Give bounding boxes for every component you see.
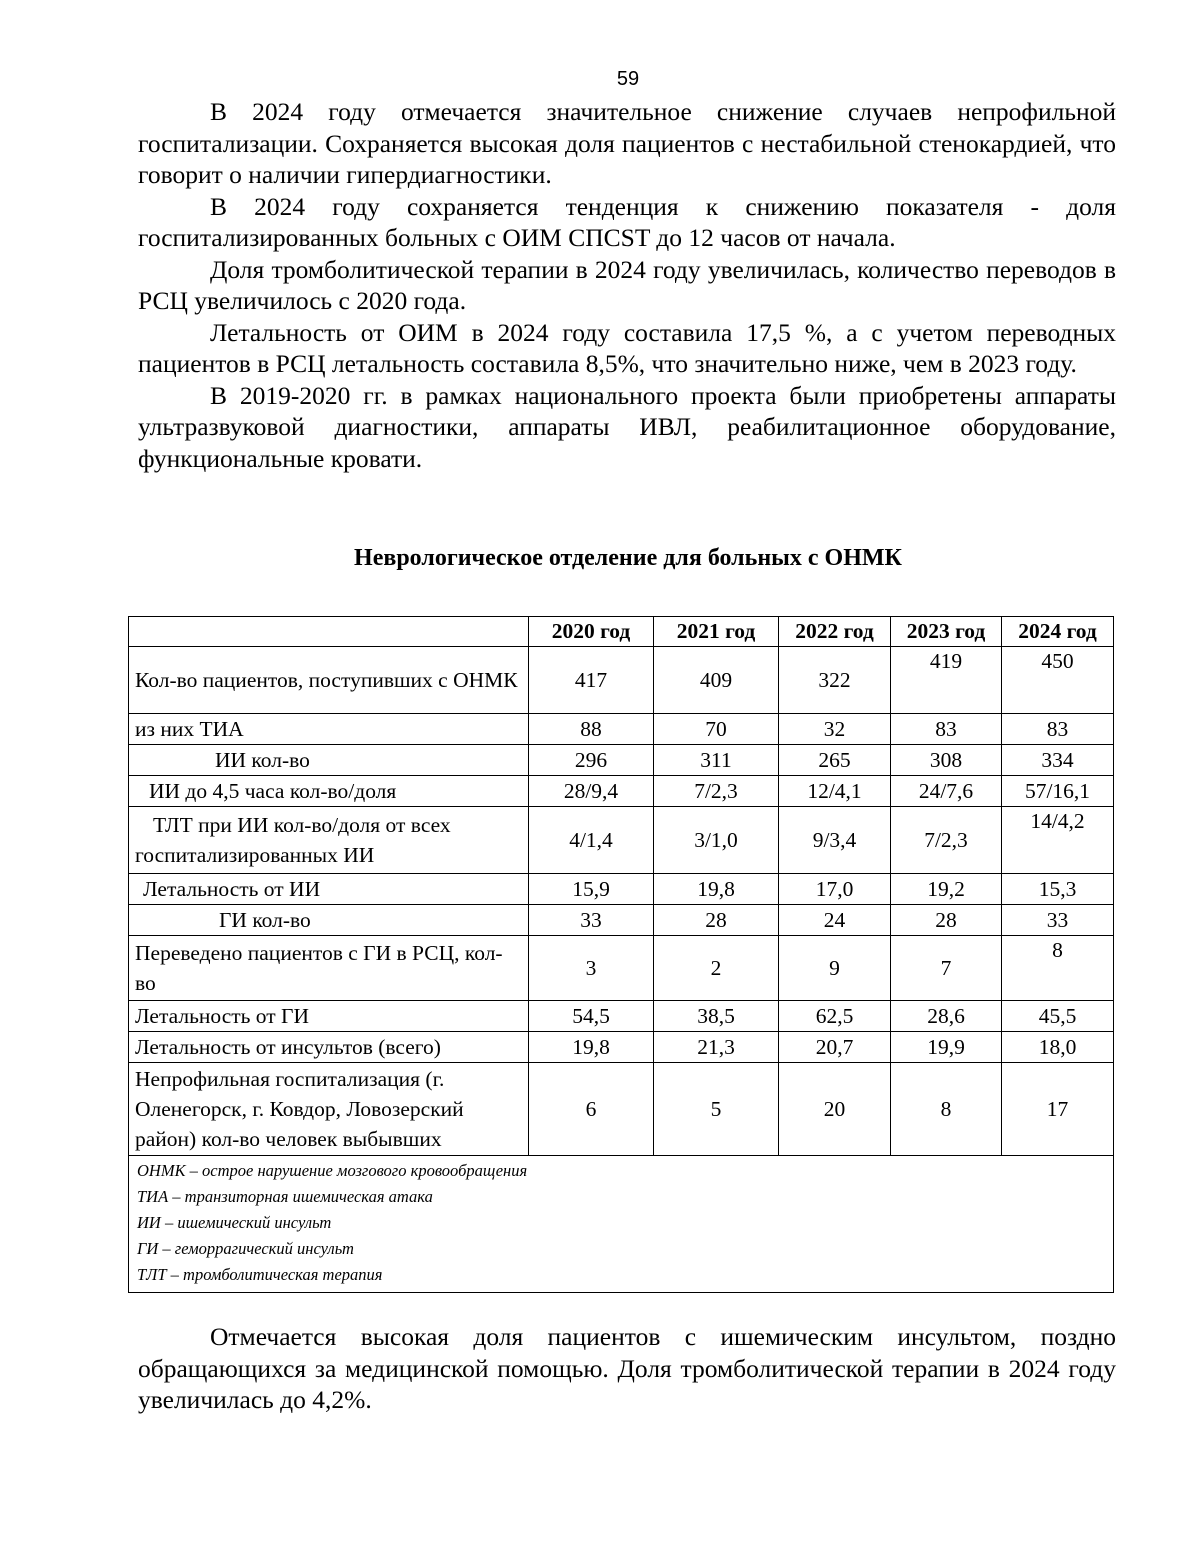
table-cell: 28: [891, 905, 1002, 936]
row-label: Кол-во пациентов, поступивших с ОНМК: [129, 647, 529, 714]
table-cell: 3: [529, 936, 654, 1001]
table-row: [129, 1001, 1114, 1032]
page-number: 59: [616, 68, 640, 90]
table-notes-row: [129, 1156, 1114, 1293]
table-cell: 8: [1002, 936, 1114, 1001]
table-cell: 18,0: [1002, 1032, 1114, 1063]
table-cell: 296: [529, 745, 654, 776]
body-text: [138, 96, 1116, 474]
closing-text: [138, 1321, 1116, 1416]
table-header-year: 2020 год: [529, 617, 654, 647]
table-cell: 19,9: [891, 1032, 1002, 1063]
table-cell: 4/1,4: [529, 807, 654, 874]
note-line: ИИ – ишемический инсульт: [137, 1213, 332, 1232]
row-label: Непрофильная госпитализация (г. Оленегорск, г. Ковдор, Ловозерский район) кол-во человек выбывших: [129, 1063, 529, 1156]
table-row: [129, 905, 1114, 936]
row-label: из них ТИА: [129, 714, 529, 745]
table-cell: 28/9,4: [529, 776, 654, 807]
table-cell: 5: [654, 1063, 779, 1156]
paragraph-3: Доля тромболитической терапии в 2024 году увеличилась, количество переводов в РСЦ увеличилось с 2020 года.: [138, 254, 1116, 315]
table-row: [129, 936, 1114, 1001]
table-cell: 83: [891, 714, 1002, 745]
table-cell: 12/4,1: [779, 776, 891, 807]
table-cell: 20: [779, 1063, 891, 1156]
table-cell: 308: [891, 745, 1002, 776]
table-cell: 409: [654, 647, 779, 714]
closing-paragraph: Отмечается высокая доля пациентов с ишемическим инсультом, поздно обращающихся за медицинской помощью. Доля тромболитической терапии в 2024 году увеличилась до 4,2%.: [138, 1322, 1116, 1414]
table-cell: 7/2,3: [891, 807, 1002, 874]
table-cell: 19,8: [654, 874, 779, 905]
table-row: [129, 1063, 1114, 1156]
paragraph-5: В 2019-2020 гг. в рамках национального проекта были приобретены аппараты ультразвуковой диагностики, аппараты ИВЛ, реабилитационное оборудование, функциональные кровати.: [138, 380, 1116, 473]
table-cell: 19,8: [529, 1032, 654, 1063]
note-line: ГИ – геморрагический инсульт: [137, 1239, 354, 1258]
table-header-year: 2021 год: [654, 617, 779, 647]
table-cell: 33: [529, 905, 654, 936]
table-cell: 28: [654, 905, 779, 936]
table-row: [129, 874, 1114, 905]
table-cell: 83: [1002, 714, 1114, 745]
paragraph-1: В 2024 году отмечается значительное снижение случаев непрофильной госпитализации. Сохраняется высокая доля пациентов с нестабильной стенокардией, что говорит о наличии гипердиагностики.: [138, 97, 1116, 189]
note-line: ТИА – транзиторная ишемическая атака: [137, 1187, 433, 1206]
table-header-year: 2023 год: [891, 617, 1002, 647]
table-cell: 54,5: [529, 1001, 654, 1032]
table-notes: [129, 1156, 1114, 1293]
table-cell: 62,5: [779, 1001, 891, 1032]
table-cell: 38,5: [654, 1001, 779, 1032]
table-cell: 8: [891, 1063, 1002, 1156]
table-cell: 419: [891, 647, 1002, 714]
table-cell: 9: [779, 936, 891, 1001]
table-cell: 9/3,4: [779, 807, 891, 874]
row-label: Летальность от инсультов (всего): [129, 1032, 529, 1063]
row-label: ИИ до 4,5 часа кол-во/доля: [129, 776, 529, 807]
table-cell: 3/1,0: [654, 807, 779, 874]
table-row: [129, 1032, 1114, 1063]
stroke-statistics-table: [128, 616, 1114, 1293]
table-cell: 57/16,1: [1002, 776, 1114, 807]
table-row: [129, 776, 1114, 807]
table-header-year: 2024 год: [1002, 617, 1114, 647]
row-label: [129, 807, 529, 874]
row-label: Переведено пациентов с ГИ в РСЦ, кол-во: [129, 936, 529, 1001]
table-cell: 32: [779, 714, 891, 745]
table-cell: 417: [529, 647, 654, 714]
row-label: ИИ кол-во: [129, 745, 529, 776]
table-cell: 7/2,3: [654, 776, 779, 807]
table-header-row: [129, 617, 1114, 647]
table-cell: 17: [1002, 1063, 1114, 1156]
table-header-empty: [129, 617, 529, 647]
table-cell: 265: [779, 745, 891, 776]
note-line: ОНМК – острое нарушение мозгового кровообращения: [137, 1161, 528, 1180]
table-cell: 311: [654, 745, 779, 776]
table-cell: 14/4,2: [1002, 807, 1114, 874]
table-cell: 33: [1002, 905, 1114, 936]
row-label: ГИ кол-во: [129, 905, 529, 936]
row-label-text: ТЛТ при ИИ кол-во/доля от всех госпитализированных ИИ: [135, 813, 451, 867]
table-cell: 21,3: [654, 1032, 779, 1063]
table-cell: 2: [654, 936, 779, 1001]
table-cell: 450: [1002, 647, 1114, 714]
table-cell: 17,0: [779, 874, 891, 905]
row-label: Летальность от ГИ: [129, 1001, 529, 1032]
table-cell: 7: [891, 936, 1002, 1001]
table-cell: 19,2: [891, 874, 1002, 905]
table-cell: 88: [529, 714, 654, 745]
paragraph-2: В 2024 году сохраняется тенденция к снижению показателя - доля госпитализированных больных с ОИМ СПСST до 12 часов от начала.: [138, 191, 1116, 252]
table-row: [129, 745, 1114, 776]
table-cell: 334: [1002, 745, 1114, 776]
table-header-year: 2022 год: [779, 617, 891, 647]
table-cell: 322: [779, 647, 891, 714]
paragraph-4: Летальность от ОИМ в 2024 году составила 17,5 %, а с учетом переводных пациентов в РСЦ летальность составила 8,5%, что значительно ниже, чем в 2023 году.: [138, 317, 1116, 378]
table-row: [129, 807, 1114, 874]
row-label: Летальность от ИИ: [129, 874, 529, 905]
table-cell: 45,5: [1002, 1001, 1114, 1032]
table-cell: 70: [654, 714, 779, 745]
table-row: [129, 714, 1114, 745]
table-cell: 28,6: [891, 1001, 1002, 1032]
section-title: Неврологическое отделение для больных с ОНМК: [354, 545, 902, 571]
table-cell: 20,7: [779, 1032, 891, 1063]
table-cell: 24: [779, 905, 891, 936]
note-line: ТЛТ – тромболитическая терапия: [137, 1265, 383, 1284]
table-cell: 15,3: [1002, 874, 1114, 905]
table-cell: 6: [529, 1063, 654, 1156]
table-cell: 24/7,6: [891, 776, 1002, 807]
table-cell: 15,9: [529, 874, 654, 905]
table-row: [129, 647, 1114, 714]
